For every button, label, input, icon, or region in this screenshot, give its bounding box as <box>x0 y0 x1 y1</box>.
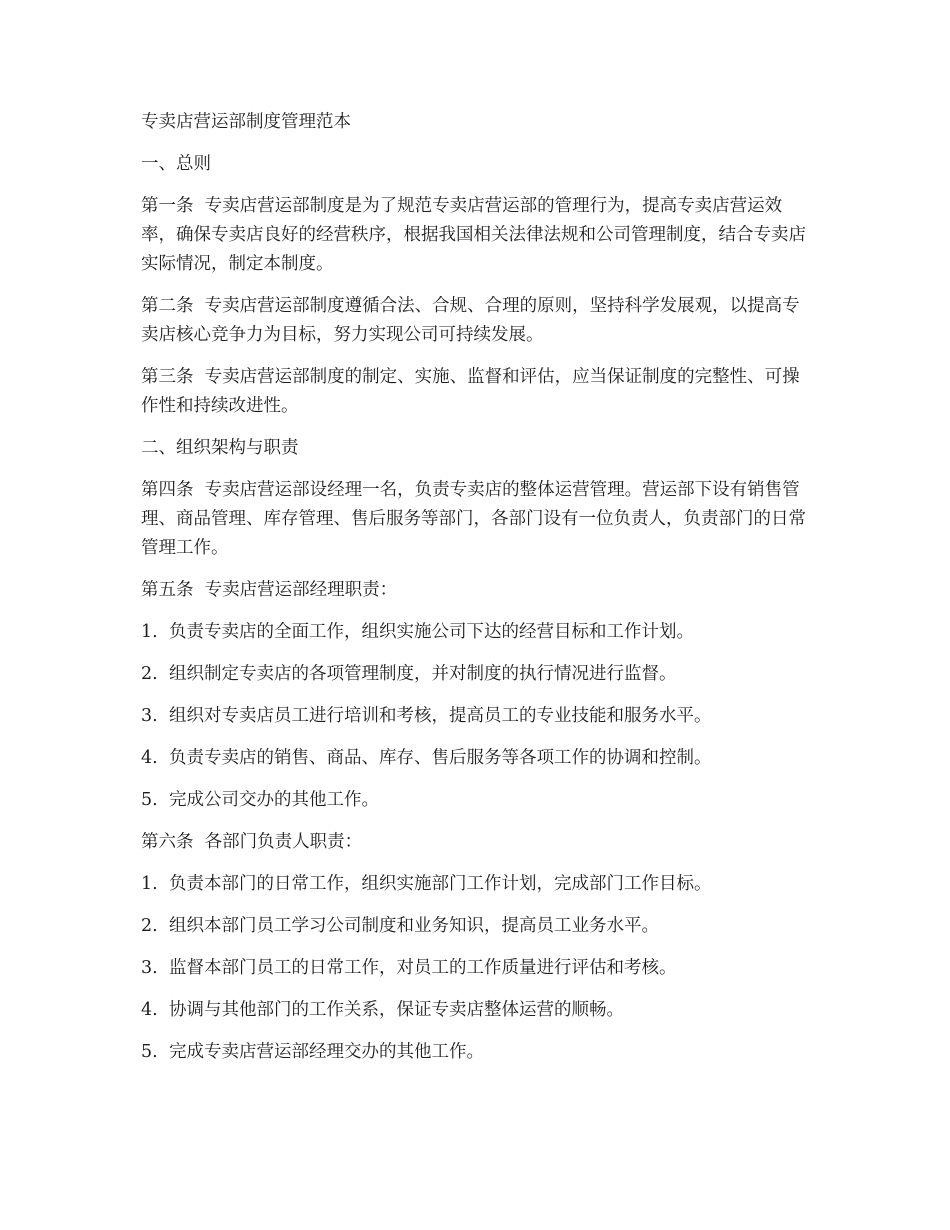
list-item <box>141 870 813 899</box>
manager-duties-list <box>141 618 813 815</box>
document-title: 专卖店营运部制度管理范本 <box>141 112 351 132</box>
list-item-number: 1. <box>141 874 158 894</box>
list-item-text: 完成专卖店营运部经理交办的其他工作。 <box>169 1042 484 1062</box>
list-item <box>141 618 813 647</box>
list-item <box>141 786 813 815</box>
list-item-number: 5. <box>141 790 158 810</box>
list-item <box>141 1038 813 1067</box>
list-item-text: 协调与其他部门的工作关系，保证专卖店整体运营的顺畅。 <box>169 1000 624 1020</box>
list-item-text: 负责本部门的日常工作，组织实施部门工作计划，完成部门工作目标。 <box>169 874 712 894</box>
list-item-text: 组织制定专卖店的各项管理制度，并对制度的执行情况进行监督。 <box>169 664 677 684</box>
list-item-number: 1. <box>141 622 158 642</box>
list-item-text: 监督本部门员工的日常工作，对员工的工作质量进行评估和考核。 <box>169 958 677 978</box>
department-head-duties-list <box>141 870 813 1067</box>
list-item <box>141 702 813 731</box>
section-heading-general: 一、总则 <box>141 154 211 174</box>
article-4: 第四条 专卖店营运部设经理一名，负责专卖店的整体运营管理。营运部下设有销售管理、商品管理、库存管理、售后服务等部门，各部门设有一位负责人，负责部门的日常管理工作。 <box>141 480 806 558</box>
list-item-number: 4. <box>141 748 158 768</box>
list-item <box>141 996 813 1025</box>
list-item <box>141 660 813 689</box>
article-1: 第一条 专卖店营运部制度是为了规范专卖店营运部的管理行为，提高专卖店营运效率，确保专卖店良好的经营秩序，根据我国相关法律法规和公司管理制度，结合专卖店实际情况，制定本制度。 <box>141 196 806 274</box>
list-item-number: 4. <box>141 1000 158 1020</box>
article-3: 第三条 专卖店营运部制度的制定、实施、监督和评估，应当保证制度的完整性、可操作性和持续改进性。 <box>141 367 800 416</box>
list-item-text: 组织对专卖店员工进行培训和考核，提高员工的专业技能和服务水平。 <box>169 706 712 726</box>
list-item-number: 3. <box>141 706 158 726</box>
list-item-text: 完成公司交办的其他工作。 <box>169 790 379 810</box>
list-item-text: 组织本部门员工学习公司制度和业务知识，提高员工业务水平。 <box>169 916 659 936</box>
list-item-number: 3. <box>141 958 158 978</box>
article-6-intro: 第六条 各部门负责人职责： <box>141 832 363 852</box>
article-5-intro: 第五条 专卖店营运部经理职责： <box>141 580 398 600</box>
list-item-number: 2. <box>141 916 158 936</box>
list-item-text: 负责专卖店的全面工作，组织实施公司下达的经营目标和工作计划。 <box>169 622 694 642</box>
list-item-number: 5. <box>141 1042 158 1062</box>
article-2: 第二条 专卖店营运部制度遵循合法、合规、合理的原则，坚持科学发展观，以提高专卖店核心竞争力为目标，努力实现公司可持续发展。 <box>141 296 800 345</box>
list-item-text: 负责专卖店的销售、商品、库存、售后服务等各项工作的协调和控制。 <box>169 748 712 768</box>
list-item <box>141 912 813 941</box>
section-heading-organization: 二、组织架构与职责 <box>141 438 299 458</box>
list-item-number: 2. <box>141 664 158 684</box>
list-item <box>141 954 813 983</box>
document-page <box>141 108 813 1080</box>
list-item <box>141 744 813 773</box>
